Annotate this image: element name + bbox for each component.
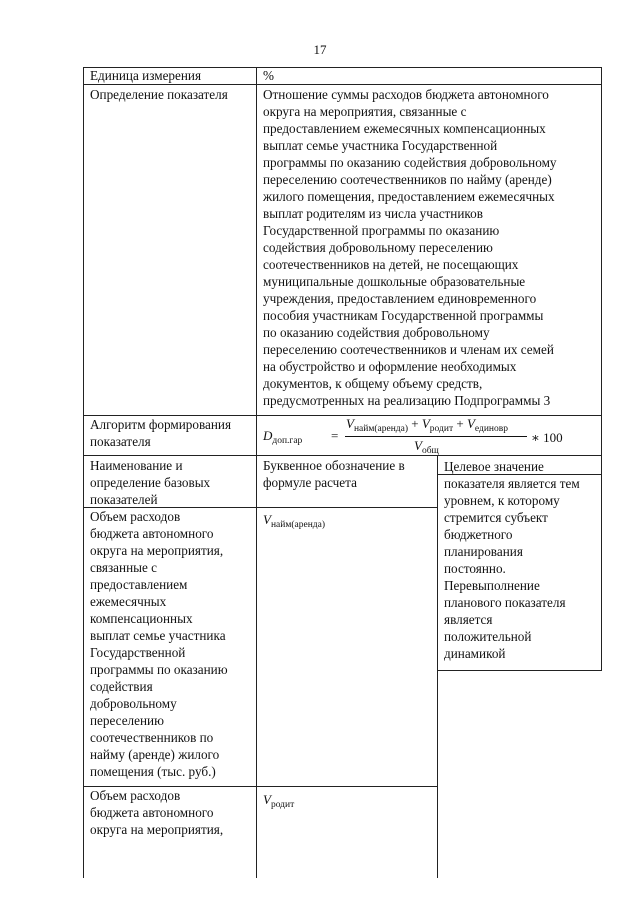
definition-line: выплат семье участника Государственной — [263, 138, 498, 153]
target-note-line: динамикой — [444, 646, 506, 661]
base-row-line: округа на мероприятия, — [90, 543, 224, 558]
target-note-line: постоянно. — [444, 561, 506, 576]
definition-line: выплат родителям из числа участников — [263, 206, 483, 221]
algorithm-label-line: показателя — [90, 434, 151, 449]
unit-value: % — [263, 68, 274, 83]
unit-label: Единица измерения — [90, 68, 202, 83]
definition-label: Определение показателя — [90, 87, 228, 102]
formula-denominator: $V_{общ}$ — [414, 438, 439, 456]
definition-line: муниципальные дошкольные образовательные — [263, 274, 526, 289]
base-row-line: связанные с — [90, 560, 158, 575]
definition-line: программы по оказанию содействия добровольному — [263, 155, 557, 170]
base-row-line: переселению — [90, 713, 164, 728]
formula-equals: = — [331, 428, 339, 443]
target-note-line: Целевое значение — [444, 459, 544, 474]
definition-line: жилого помещения, предоставлением ежемесячных — [263, 189, 555, 204]
target-note-line: уровнем, к которому — [444, 493, 560, 508]
definition-line: округа на мероприятия, связанные с — [263, 104, 467, 119]
base-row-line: предоставлением — [90, 577, 188, 592]
base-header-name-line: определение базовых — [90, 475, 211, 490]
base-row-line: программы по оказанию — [90, 662, 228, 677]
base-header-symbol-line: формуле расчета — [263, 475, 357, 490]
definition-line: соотечественников на детей, не посещающих — [263, 257, 519, 272]
definition-line: предоставлением ежемесячных компенсационных — [263, 121, 546, 136]
definition-line: документов, к общему объему средств, — [263, 376, 483, 391]
base-row-line: найму (аренде) жилого — [90, 747, 220, 762]
definition-line: предусмотренных на реализацию Подпрограммы 3 — [263, 393, 551, 408]
definition-line: пособия участникам Государственной программы — [263, 308, 544, 323]
target-note-line: бюджетного — [444, 527, 513, 542]
base-header-symbol-line: Буквенное обозначение в — [263, 458, 405, 473]
base-header-name-line: показателей — [90, 492, 158, 507]
definition-line: переселению соотечественников и членам их семей — [263, 342, 554, 357]
definition-line: содействия добровольному переселению — [263, 240, 493, 255]
definition-line: Государственной программы по оказанию — [263, 223, 500, 238]
target-note-line: является — [444, 612, 493, 627]
definition-line: Отношение суммы расходов бюджета автономного — [263, 87, 549, 102]
fraction-bar — [345, 436, 527, 437]
target-note-line: планирования — [444, 544, 523, 559]
base-row-line: бюджета автономного — [90, 526, 214, 541]
formula-multiplier: ∗ 100 — [531, 430, 563, 445]
algorithm-label-line: Алгоритм формирования — [90, 417, 232, 432]
target-note-line: стремится субъект — [444, 510, 548, 525]
base-row-line: Объем расходов — [90, 788, 181, 803]
base-row-line: ежемесячных — [90, 594, 167, 609]
base-row-line: содействия — [90, 679, 153, 694]
base-row-line: помещения (тыс. руб.) — [90, 764, 216, 779]
base-row-line: бюджета автономного — [90, 805, 214, 820]
definition-line: учреждения, предоставлением единовременного — [263, 291, 537, 306]
definition-line: на обустройство и оформление необходимых — [263, 359, 517, 374]
page-number: 17 — [313, 42, 327, 57]
target-note-line: Перевыполнение — [444, 578, 540, 593]
target-note-line: показателя является тем — [444, 476, 580, 491]
base-row-1-symbol: $V_{найм(аренда)}$ — [263, 512, 325, 530]
definition-line: переселению соотечественников по найму (аренде) — [263, 172, 552, 187]
base-row-line: Государственной — [90, 645, 186, 660]
base-row-line: округа на мероприятия, — [90, 822, 224, 837]
formula-numerator: $V_{найм(аренда)} + V_{родит} + V_{единовр}$ — [346, 416, 508, 434]
base-row-2-symbol: $V_{родит}$ — [263, 792, 295, 810]
base-row-line: добровольному — [90, 696, 177, 711]
definition-line: по оказанию содействия добровольному — [263, 325, 490, 340]
formula-lhs: $D_{доп.гар}$ — [263, 428, 303, 446]
base-row-line: выплат семье участника — [90, 628, 226, 643]
target-note-line: планового показателя — [444, 595, 566, 610]
base-row-line: Объем расходов — [90, 509, 181, 524]
base-row-line: соотечественников по — [90, 730, 214, 745]
base-header-name-line: Наименование и — [90, 458, 183, 473]
target-note-line: положительной — [444, 629, 532, 644]
base-row-line: компенсационных — [90, 611, 193, 626]
